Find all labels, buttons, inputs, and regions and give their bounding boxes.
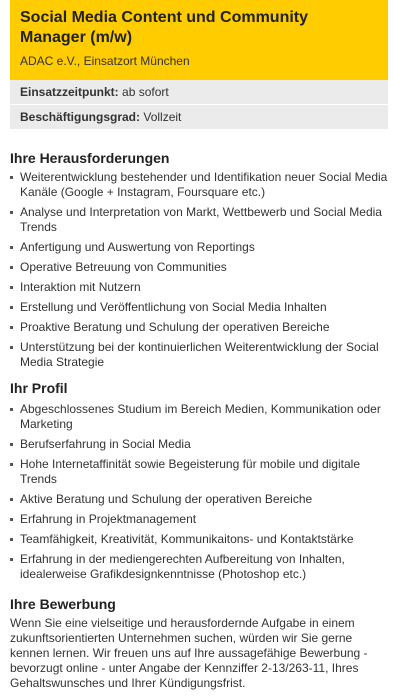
list-item: Operative Betreuung von Communities [10, 260, 390, 275]
list-item: Erfahrung in der mediengerechten Aufbereitung von Inhalten, idealerweise Grafikdesignkenntnisse (Photoshop etc.) [10, 552, 390, 582]
start-date-value: ab sofort [122, 85, 169, 99]
list-item: Weiterentwicklung bestehender und Identifikation neuer Social Media Kanäle (Google + Instagram, Foursquare etc.) [10, 170, 390, 200]
list-item: Anfertigung und Auswertung von Reportings [10, 240, 390, 255]
challenges-list [10, 170, 390, 375]
job-title: Social Media Content und Community Manager (m/w) [20, 9, 309, 46]
list-item: Erfahrung in Projektmanagement [10, 512, 390, 527]
start-date-label: Einsatzzeitpunkt: [20, 85, 119, 99]
application-heading: Ihre Bewerbung [10, 596, 116, 612]
list-item: Analyse und Interpretation von Markt, Wettbewerb und Social Media Trends [10, 205, 390, 235]
list-item: Unterstützung bei der kontinuierlichen Weiterentwicklung der Social Media Strategie [10, 340, 390, 370]
list-item: Erstellung und Veröffentlichung von Social Media Inhalten [10, 300, 390, 315]
profile-heading: Ihr Profil [10, 380, 68, 396]
start-date-row [10, 80, 388, 104]
list-item: Teamfähigkeit, Kreativität, Kommunikaitons- und Kontaktstärke [10, 532, 390, 547]
profile-list [10, 402, 390, 587]
list-item: Berufserfahrung in Social Media [10, 437, 390, 452]
challenges-heading: Ihre Herausforderungen [10, 150, 170, 166]
employment-level-label: Beschäftigungsgrad: [20, 110, 141, 124]
list-item: Proaktive Beratung und Schulung der operativen Bereiche [10, 320, 390, 335]
list-item: Hohe Internetaffinität sowie Begeisterung für mobile und digitale Trends [10, 457, 390, 487]
application-text: Wenn Sie eine vielseitige und herausfordernde Aufgabe in einem zukunftsorientierten Unternehmen suchen, würden wir Sie gerne kennen lernen. Wir freuen uns auf Ihre aussagefähige Bewerbung - bevorzugt online - unter Angabe der Kennziffer 2-13/263-11, Ihres Gehaltswunsches und Ihrer Kündigungsfrist. [10, 616, 368, 690]
employment-level-row [10, 105, 388, 129]
job-header [10, 0, 388, 80]
employment-level-value: Vollzeit [143, 110, 182, 124]
list-item: Aktive Beratung und Schulung der operativen Bereiche [10, 492, 390, 507]
company-location: ADAC e.V., Einsatzort München [20, 54, 190, 68]
list-item: Interaktion mit Nutzern [10, 280, 390, 295]
list-item: Abgeschlossenes Studium im Bereich Medien, Kommunikation oder Marketing [10, 402, 390, 432]
